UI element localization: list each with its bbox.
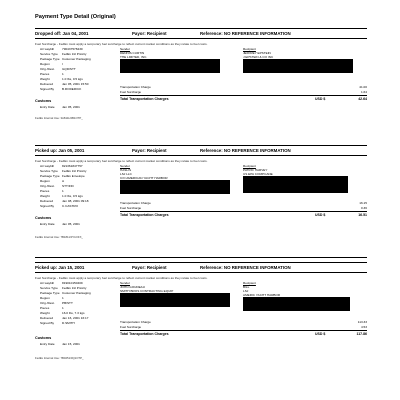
label-region: Region	[40, 62, 50, 66]
value-pieces: 1	[62, 306, 64, 310]
recipient-line: BILL	[243, 285, 250, 289]
sender-heading: Sender	[120, 47, 130, 51]
value-orig-dest: GQD/STT	[62, 67, 76, 71]
header-date: Picked up: Jan 05, 2001	[35, 148, 85, 153]
internal-use-note: FedEx Internal Use: 3A8111/2B1OTP_	[35, 116, 83, 120]
value-region: A	[62, 179, 65, 183]
label-package-type: Package Type	[40, 57, 60, 61]
label-delivered: Delivered	[40, 82, 54, 86]
value-delivered: Jan 05, 2001 15:50	[62, 82, 89, 86]
label-pieces: Pieces	[40, 72, 50, 76]
header-payor: Payor: Recipient	[132, 31, 167, 36]
label-currency: USD $	[315, 332, 326, 336]
label-currency: USD $	[315, 213, 326, 217]
label-region: Region	[40, 296, 50, 300]
header-payor: Payor: Recipient	[132, 148, 167, 153]
label-air-waybill: Air waybill	[40, 164, 54, 168]
value-total: 16.51	[358, 213, 367, 217]
value-air-waybill: 819010150409	[62, 281, 83, 285]
divider	[120, 211, 367, 212]
value-entry-date: Jan 15, 2001	[62, 342, 80, 346]
header-reference: Reference: NO REFERENCE INFORMATION	[200, 265, 291, 270]
label-pieces: Pieces	[40, 306, 50, 310]
sender-line: C/O AMERICAN YACHT HARBOR	[120, 176, 168, 180]
sender-heading: Sender	[120, 281, 130, 285]
value-orig-dest: PB/STT	[62, 301, 73, 305]
value-region: I	[62, 62, 63, 66]
sender-line: THE LIMITED, INC.	[120, 55, 148, 59]
label-total: Total Transportation Charges	[120, 97, 169, 101]
recipient-line: J EPSTEIN & CO INC	[243, 55, 274, 59]
recipient-heading: Recipient	[243, 164, 256, 168]
value-transportation-charge: 113.33	[357, 320, 367, 324]
value-entry-date: Jan 05, 2001	[62, 105, 80, 109]
label-package-type: Package Type	[40, 174, 60, 178]
label-fuel-surcharge: Fuel Surcharge	[120, 325, 142, 329]
redaction-block	[120, 59, 220, 73]
page-title: Payment Type Detail (Original)	[35, 14, 116, 20]
header-reference: Reference: NO REFERENCE INFORMATION	[200, 31, 291, 36]
sender-line: JOHN GOUDEAU	[120, 285, 145, 289]
label-weight: Weight	[40, 194, 50, 198]
label-transportation-charge: Transportation Charge	[120, 85, 151, 89]
surcharge-note: Fuel Surcharge - FedEx must apply a temporary fuel surcharge to reflect current market conditions as they relate to fuel costs.	[35, 159, 208, 163]
value-signed-by: C.CASTRO	[62, 204, 78, 208]
redaction-block	[243, 59, 353, 73]
shipment-section	[35, 262, 367, 390]
value-transportation-charge: 41.00	[359, 85, 367, 89]
header-reference: Reference: NO REFERENCE INFORMATION	[200, 148, 291, 153]
label-orig-dest: Orig./Dest.	[40, 67, 55, 71]
section-divider	[35, 257, 367, 258]
value-air-waybill: 821361847757	[62, 164, 83, 168]
label-transportation-charge: Transportation Charge	[120, 320, 151, 324]
label-air-waybill: Air waybill	[40, 281, 54, 285]
header-date: Picked up: Jan 15, 2001	[35, 265, 85, 270]
sender-heading: Sender	[120, 164, 130, 168]
value-region: 1	[62, 296, 64, 300]
customs-heading: Customs	[35, 216, 52, 220]
value-weight: 1.0 lbs, 0.5 kgs	[62, 77, 83, 81]
label-total: Total Transportation Charges	[120, 213, 169, 217]
label-entry-date: Entry Date	[40, 105, 55, 109]
recipient-line: JEFFREY EPSTEIN	[243, 51, 271, 55]
value-weight: 1.0 lbs, 0.5 kgs	[62, 194, 83, 198]
value-entry-date: Jan 05, 2001	[62, 222, 80, 226]
value-pieces: 1	[62, 189, 64, 193]
label-orig-dest: Orig./Dest.	[40, 184, 55, 188]
sender-line: SMITH BROS CONTRACTING EQUIP	[120, 289, 174, 293]
label-transportation-charge: Transportation Charge	[120, 201, 151, 205]
value-service-type: FedEx Intl Priority	[62, 52, 87, 56]
redaction-block	[243, 176, 348, 193]
section-header	[35, 262, 367, 273]
label-air-waybill: Air waybill	[40, 47, 54, 51]
shipment-section	[35, 145, 367, 263]
label-region: Region	[40, 179, 50, 183]
value-fuel-surcharge: 4.53	[360, 325, 367, 329]
value-total: 42.64	[358, 97, 367, 101]
value-delivered: Jan 08, 2001 09:18	[62, 199, 89, 203]
internal-use-note: FedEx Internal Use: 7B0251/0Q1OTP_	[35, 356, 84, 360]
customs-heading: Customs	[35, 99, 52, 103]
divider	[120, 330, 367, 331]
value-orig-dest: STT/FID	[62, 184, 74, 188]
label-package-type: Package Type	[40, 291, 60, 295]
header-date: Dropped off: Jan 04, 2001	[35, 31, 89, 36]
value-service-type: FedEx Intl Priority	[62, 169, 87, 173]
value-signed-by: D.SMITH	[62, 321, 75, 325]
redaction-block	[120, 180, 230, 194]
recipient-line: AMERIC YACHT HARBOR	[243, 293, 281, 297]
value-weight: 16.0 lbs, 7.3 kgs	[62, 311, 85, 315]
label-entry-date: Entry Date	[40, 342, 55, 346]
value-fuel-surcharge: 1.64	[360, 90, 367, 94]
recipient-line: US EPA COMPCANE	[243, 172, 273, 176]
label-delivered: Delivered	[40, 199, 54, 203]
header-payor: Payor: Recipient	[132, 265, 167, 270]
label-weight: Weight	[40, 311, 50, 315]
label-signed-by: Signed By	[40, 321, 55, 325]
value-fuel-surcharge: 0.36	[360, 206, 367, 210]
sender-line: DENNIS CURTIN	[120, 51, 145, 55]
recipient-line: LSJ	[243, 289, 249, 293]
divider	[120, 95, 367, 96]
label-service-type: Service Type	[40, 52, 58, 56]
internal-use-note: FedEx Internal Use: 7B1811/0Y1OFX_	[35, 235, 83, 239]
value-pieces: 1	[62, 72, 64, 76]
value-air-waybill: 790437578430	[62, 47, 83, 51]
label-fuel-surcharge: Fuel Surcharge	[120, 90, 142, 94]
label-signed-by: Signed By	[40, 204, 55, 208]
value-delivered: Jan 16, 2001 16:17	[62, 316, 89, 320]
value-package-type: FedEx Envelope	[62, 174, 85, 178]
label-weight: Weight	[40, 77, 50, 81]
label-entry-date: Entry Date	[40, 222, 55, 226]
surcharge-note: Fuel Surcharge - FedEx must apply a temporary fuel surcharge to reflect current market conditions as they relate to fuel costs.	[35, 276, 208, 280]
label-signed-by: Signed By	[40, 87, 55, 91]
redaction-block	[243, 297, 350, 311]
value-service-type: FedEx Intl Priority	[62, 286, 87, 290]
label-fuel-surcharge: Fuel Surcharge	[120, 206, 142, 210]
recipient-line: PATRIC HARVEY	[243, 168, 268, 172]
section-header	[35, 28, 367, 39]
value-transportation-charge: 16.15	[359, 201, 367, 205]
label-service-type: Service Type	[40, 286, 58, 290]
shipment-section	[35, 28, 367, 156]
redaction-block	[120, 293, 230, 307]
value-package-type: Customer Packaging	[62, 57, 91, 61]
customs-heading: Customs	[35, 336, 52, 340]
label-service-type: Service Type	[40, 169, 58, 173]
surcharge-note: Fuel Surcharge - FedEx must apply a temporary fuel surcharge to reflect current market conditions as they relate to fuel costs.	[35, 42, 208, 46]
label-delivered: Delivered	[40, 316, 54, 320]
sender-line: LSJ LLC	[120, 172, 132, 176]
value-total: 117.86	[356, 332, 367, 336]
label-orig-dest: Orig./Dest.	[40, 301, 55, 305]
recipient-heading: Recipient	[243, 281, 256, 285]
value-package-type: Customer Packaging	[62, 291, 91, 295]
sender-line: HASLIS	[120, 168, 132, 172]
recipient-heading: Recipient	[243, 47, 256, 51]
label-currency: USD $	[315, 97, 326, 101]
value-signed-by: B.RODERICK	[62, 87, 82, 91]
label-total: Total Transportation Charges	[120, 332, 169, 336]
section-header	[35, 145, 367, 156]
label-pieces: Pieces	[40, 189, 50, 193]
